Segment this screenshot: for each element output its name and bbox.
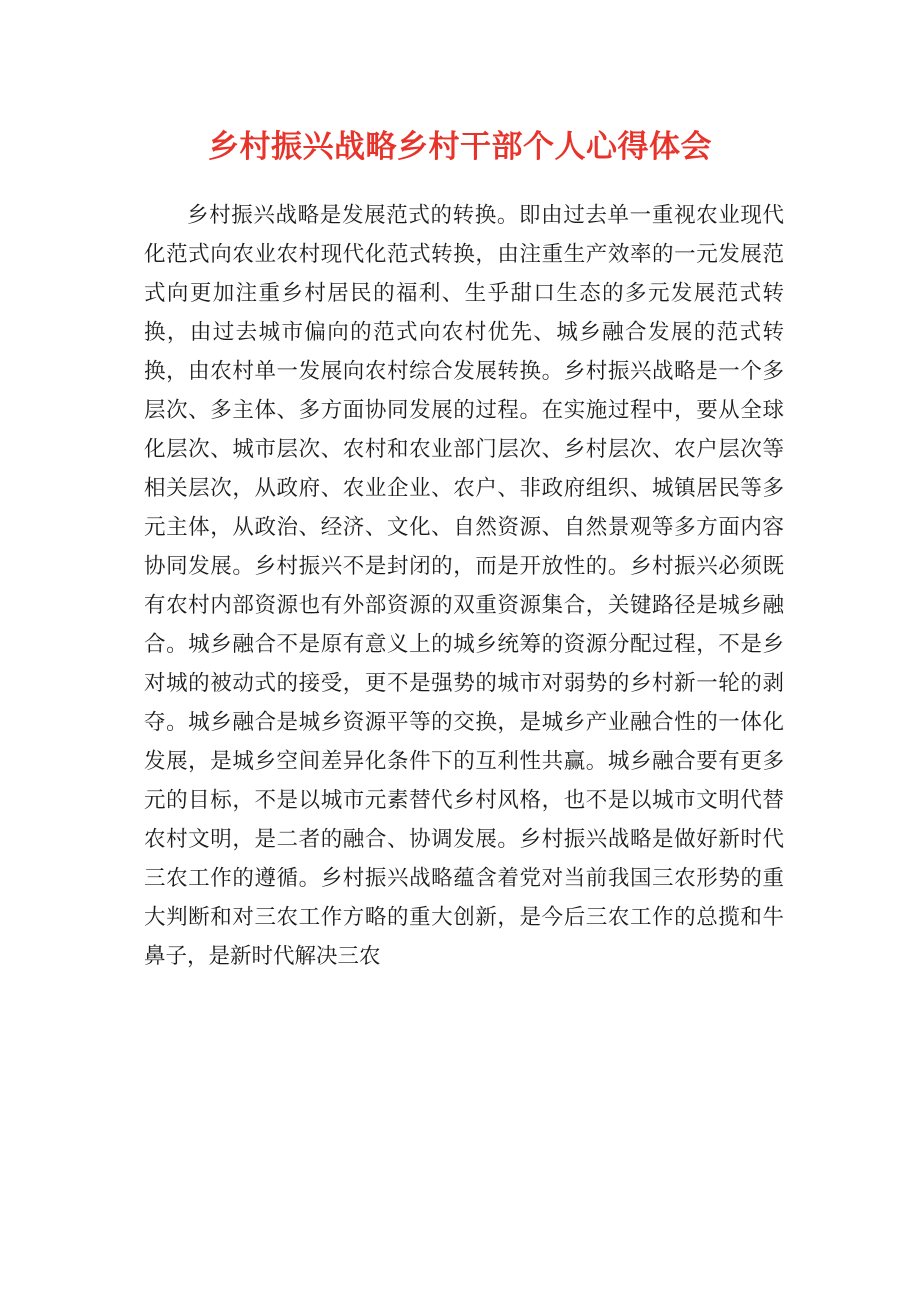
body-paragraph: 乡村振兴战略是发展范式的转换。即由过去单一重视农业现代化范式向农业农村现代化范式转换，由注重生产效率的一元发展范式向更加注重乡村居民的福利、生乎甜口生态的多元发展范式转换，由过去城市偏向的范式向农村优先、城乡融合发展的范式转换，由农村单一发展向农村综合发展转换。乡村振兴战略是一个多层次、多主体、多方面协同发展的过程。在实施过程中，要从全球化层次、城市层次、农村和农业部门层次、乡村层次、农户层次等相关层次，从政府、农业企业、农户、非政府组织、城镇居民等多元主体，从政治、经济、文化、自然资源、自然景观等多方面内容协同发展。乡村振兴不是封闭的，而是开放性的。乡村振兴必须既有农村内部资源也有外部资源的双重资源集合，关键路径是城乡融合。城乡融合不是原有意义上的城乡统筹的资源分配过程，不是乡对城的被动式的接受，更不是强势的城市对弱势的乡村新一轮的剥夺。城乡融合是城乡资源平等的交换，是城乡产业融合性的一体化发展，是城乡空间差异化条件下的互利性共赢。城乡融合要有更多元的目标，不是以城市元素替代乡村风格，也不是以城市文明代替农村文明，是二者的融合、协调发展。乡村振兴战略是做好新时代三农工作的遵循。乡村振兴战略蕴含着党对当前我国三农形势的重大判断和对三农工作方略的重大创新，是今后三农工作的总揽和牛鼻子，是新时代解决三农	[144, 203, 784, 969]
page-title: 乡村振兴战略乡村干部个人心得体会	[208, 129, 712, 165]
